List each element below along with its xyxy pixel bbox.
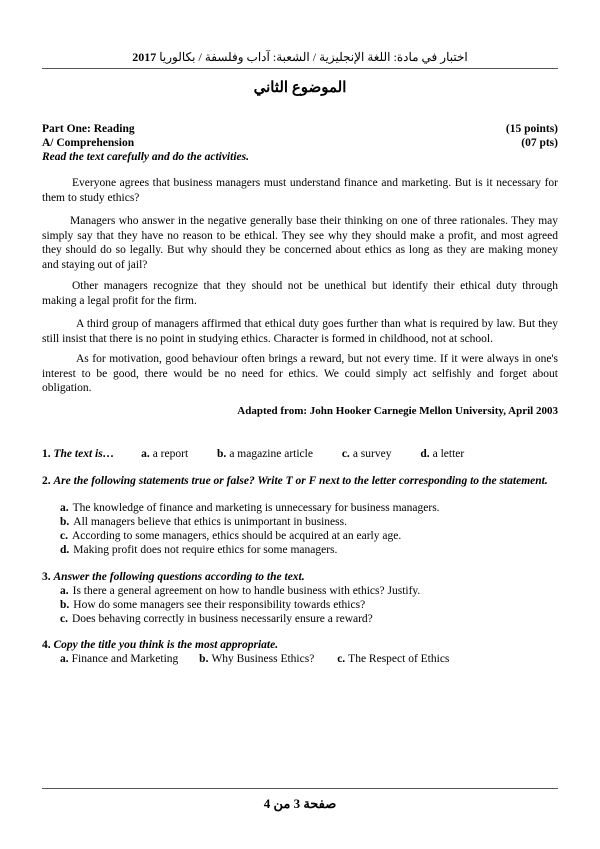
subject-title: الموضوع الثاني <box>253 80 347 96</box>
q3-item-b: b. How do some managers see their responsibility towards ethics? <box>60 599 366 611</box>
question-2-number: 2. <box>42 475 51 487</box>
q1-option-c: c. a survey <box>341 448 392 460</box>
q2-item-c: c. According to some managers, ethics should be acquired at an early age. <box>60 530 402 542</box>
paragraph-2: Managers who answer in the negative generally base their thinking on one of three rationales. They may simply say that they have no reason to be ethical. They see why they should make a profit, and most agreed they should do so legally. But why should they be concerned about ethics as long as they are making money and staying out of jail? <box>42 215 558 271</box>
section-points: (07 pts) <box>521 137 558 149</box>
question-2 <box>42 474 558 488</box>
footer-divider <box>42 788 558 789</box>
q1-option-d: d. a letter <box>420 448 465 460</box>
reading-instruction: Read the text carefully and do the activities. <box>42 151 249 163</box>
paragraph-4: A third group of managers affirmed that ethical duty goes further than what is required by law. But they still insist that there is no point in studying ethics. Character is formed in childhood, not at school. <box>42 318 558 345</box>
question-4 <box>42 638 558 652</box>
q1-option-b: b. a magazine article <box>217 448 313 460</box>
exam-year: 2017 <box>132 50 157 64</box>
part-points: (15 points) <box>505 123 558 135</box>
q3-item-a: a. Is there a general agreement on how to handle business with ethics? Justify. <box>60 585 421 597</box>
question-4-number: 4. <box>42 639 51 651</box>
paragraph-3: Other managers recognize that they should not be unethical but identify their ethical duty through making a legal profit for the firm. <box>42 280 558 307</box>
question-3-number: 3. <box>42 571 51 583</box>
q3-item-c: c. Does behaving correctly in business necessarily ensure a reward? <box>60 613 373 625</box>
q2-item-b: b. All managers believe that ethics is unimportant in business. <box>60 516 347 528</box>
q2-item-d: d. Making profit does not require ethics for some managers. <box>60 544 338 556</box>
text-source: Adapted from: John Hooker Carnegie Mellon University, April 2003 <box>237 405 558 417</box>
question-1 <box>42 447 558 461</box>
q4-options <box>60 652 475 666</box>
exam-header-text: اختبار في مادة: اللغة الإنجليزية / الشعبة: آداب وفلسفة / بكالوريا <box>159 50 468 64</box>
q4-option-a: a. Finance and Marketing <box>60 653 179 665</box>
q4-option-c: c. The Respect of Ethics <box>337 653 450 665</box>
question-3-prompt: Answer the following questions according to the text. <box>53 571 305 583</box>
section-row <box>42 137 558 149</box>
question-4-prompt: Copy the title you think is the most appropriate. <box>53 639 279 651</box>
paragraph-5: As for motivation, good behaviour often brings a reward, but not every time. If it were always in one's interest to be good, there would be no need for ethics. We could simply act selfishly and forget about obligation. <box>42 353 558 394</box>
question-1-prompt: The text is… <box>53 448 115 460</box>
part-title: Part One: Reading <box>42 123 135 135</box>
question-3 <box>42 570 558 584</box>
section-title: A/ Comprehension <box>42 137 135 149</box>
question-1-number: 1. <box>42 448 51 460</box>
page-number: صفحة 3 من 4 <box>263 796 337 811</box>
part-row <box>42 123 558 135</box>
header-divider <box>42 68 558 69</box>
q1-option-a: a. a report <box>141 448 189 460</box>
q2-item-a: a. The knowledge of finance and marketing is unnecessary for business managers. <box>60 502 440 514</box>
paragraph-1: Everyone agrees that business managers must understand finance and marketing. But is it necessary for them to study ethics? <box>42 177 558 204</box>
exam-header <box>0 50 600 65</box>
q4-option-b: b. Why Business Ethics? <box>199 653 315 665</box>
question-2-prompt: Are the following statements true or false? Write T or F next to the letter corresponding to the statement. <box>53 475 548 487</box>
